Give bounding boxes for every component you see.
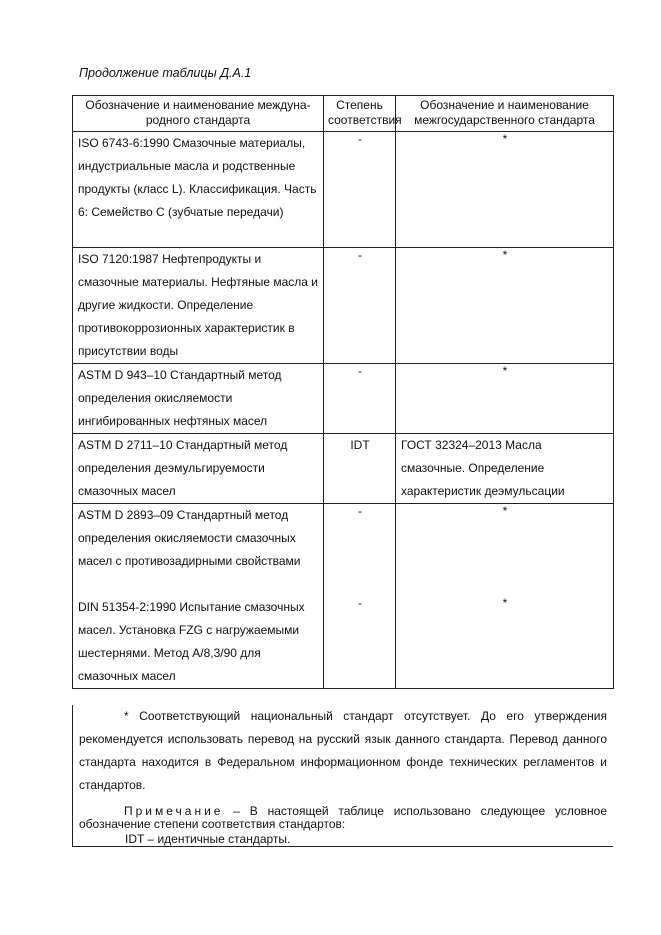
interstate-standard-cell: * — [396, 596, 614, 689]
intl-standard-cell: ASTM D 943–10 Стандартный метод определения окисляемости ингибированных нефтяных масел — [73, 364, 324, 434]
table-row — [73, 504, 614, 597]
idt-definition: IDT – идентичные стандарты. — [125, 832, 291, 846]
interstate-standard-cell: * — [396, 364, 614, 434]
table-footer — [72, 705, 613, 847]
degree-cell: - — [324, 596, 396, 689]
interstate-standard-cell: * — [396, 132, 614, 248]
intl-standard-cell: ASTM D 2893–09 Стандартный метод определения окисляемости смазочных масел с противозадирными свойствами — [73, 504, 324, 597]
header-degree-of-correspondence: Степень соответствия — [324, 96, 396, 132]
table-row — [73, 132, 614, 248]
intl-standard-cell: ASTM D 2711–10 Стандартный метод определения деэмульгируемости смазочных масел — [73, 434, 324, 504]
table-caption: Продолжение таблицы Д.А.1 — [79, 66, 252, 80]
interstate-standard-cell: * — [396, 504, 614, 597]
degree-cell: - — [324, 504, 396, 597]
note-paragraph — [73, 805, 613, 831]
header-international-standard: Обозначение и наименование международного стандарта — [73, 96, 324, 132]
degree-cell: - — [324, 132, 396, 248]
interstate-standard-cell: ГОСТ 32324–2013 Масла смазочные. Определение характеристик деэмульсации — [396, 434, 614, 504]
intl-standard-cell: DIN 51354-2:1990 Испытание смазочных масел. Установка FZG с нагружаемыми шестернями. Метод A/8,3/90 для смазочных масел — [73, 596, 324, 689]
standards-table — [72, 95, 614, 689]
table-header-row — [73, 96, 614, 132]
header-interstate-standard: Обозначение и наименование межгосударственного стандарта — [396, 96, 614, 132]
note-text: – В настоящей таблице использовано следующее условное обозначение степени соответствия стандартов: — [79, 804, 607, 831]
footnote-text: * Соответствующий национальный стандарт отсутствует. До его утверждения рекомендуется использовать перевод на русский язык данного стандарта. Перевод данного стандарта находится в Федеральном информационном фонде технических регламентов и стандартов. — [79, 709, 607, 792]
table-row — [73, 434, 614, 504]
degree-cell: - — [324, 248, 396, 364]
table-row — [73, 596, 614, 689]
table-row — [73, 364, 614, 434]
intl-standard-cell: ISO 7120:1987 Нефтепродукты и смазочные материалы. Нефтяные масла и другие жидкости. Определение противокоррозионных характеристик в присутствии воды — [73, 248, 324, 364]
interstate-standard-cell: * — [396, 248, 614, 364]
intl-standard-cell: ISO 6743-6:1990 Смазочные материалы, индустриальные масла и родственные продукты (класс L). Классификация. Часть 6: Семейство С (зубчатые передачи) — [73, 132, 324, 248]
degree-cell: - — [324, 364, 396, 434]
table-row — [73, 248, 614, 364]
degree-cell: IDT — [324, 434, 396, 504]
note-label: Примечание — [124, 804, 224, 818]
